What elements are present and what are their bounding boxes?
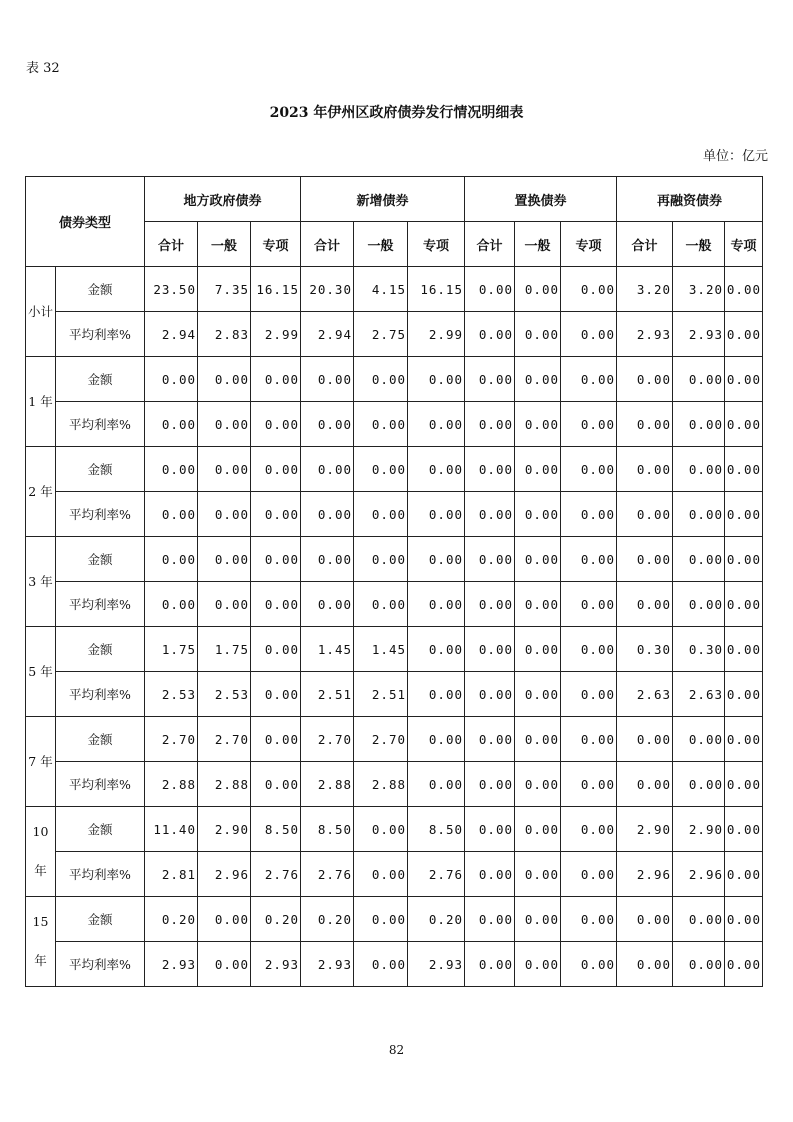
amount-cell: 8.50 [301,807,354,852]
rate-cell: 0.00 [465,492,515,537]
rate-cell: 0.00 [301,402,354,447]
amount-cell: 0.00 [725,627,763,672]
rate-cell: 0.00 [673,762,725,807]
term-group-label [26,447,56,537]
sub-header-cell: 一般 [515,222,561,267]
rate-cell: 0.00 [561,762,617,807]
rate-cell: 0.00 [465,852,515,897]
rate-label: 平均利率% [56,942,145,987]
amount-cell: 0.00 [561,267,617,312]
rate-cell: 0.00 [465,942,515,987]
rate-cell: 2.76 [251,852,301,897]
term-group-label-part: 年 [34,952,47,968]
rate-cell: 2.63 [617,672,673,717]
amount-cell: 0.00 [145,537,198,582]
amount-label: 金额 [56,267,145,312]
term-group-label-part: 1 年 [28,393,53,409]
amount-cell: 0.00 [673,537,725,582]
amount-cell: 0.00 [673,357,725,402]
amount-cell: 0.00 [408,627,465,672]
amount-cell: 0.00 [465,267,515,312]
amount-cell: 0.00 [198,357,251,402]
amount-cell: 0.00 [465,807,515,852]
rate-cell: 2.76 [301,852,354,897]
rate-cell: 2.51 [301,672,354,717]
amount-cell: 0.00 [561,447,617,492]
amount-cell: 0.00 [617,717,673,762]
group-header-local: 地方政府债券 [145,177,301,222]
amount-cell: 0.00 [354,537,408,582]
amount-cell: 16.15 [408,267,465,312]
amount-cell: 0.00 [617,447,673,492]
rate-cell: 0.00 [354,582,408,627]
amount-cell: 2.70 [145,717,198,762]
rate-cell: 0.00 [354,492,408,537]
amount-cell: 0.00 [251,717,301,762]
rate-cell: 2.94 [145,312,198,357]
amount-cell: 8.50 [408,807,465,852]
term-group-label-part: 2 年 [28,483,53,499]
amount-cell: 0.00 [354,357,408,402]
amount-cell: 0.00 [561,897,617,942]
amount-cell: 3.20 [673,267,725,312]
table-row [26,537,763,582]
rate-cell: 0.00 [617,942,673,987]
rate-cell: 0.00 [198,402,251,447]
amount-cell: 0.00 [673,897,725,942]
amount-cell: 0.00 [725,897,763,942]
rate-cell: 0.00 [561,402,617,447]
amount-cell: 0.00 [725,717,763,762]
sub-header-cell: 合计 [617,222,673,267]
rate-cell: 0.00 [725,672,763,717]
rate-cell: 2.88 [198,762,251,807]
rate-label: 平均利率% [56,582,145,627]
amount-cell: 0.00 [561,717,617,762]
amount-cell: 0.00 [725,537,763,582]
rate-cell: 0.00 [354,402,408,447]
rate-cell: 0.00 [725,492,763,537]
rate-cell: 0.00 [465,672,515,717]
rate-cell: 2.96 [617,852,673,897]
amount-cell: 23.50 [145,267,198,312]
rate-cell: 0.00 [354,942,408,987]
group-header-refinancing: 再融资债券 [617,177,763,222]
amount-cell: 0.00 [515,807,561,852]
table-row [26,582,763,627]
rate-label: 平均利率% [56,492,145,537]
amount-cell: 0.00 [408,357,465,402]
rate-cell: 0.00 [673,582,725,627]
term-group-label-part: 小计 [27,303,53,319]
term-group-label [26,717,56,807]
rate-label: 平均利率% [56,312,145,357]
table-row [26,717,763,762]
rate-cell: 0.00 [725,312,763,357]
amount-cell: 0.30 [617,627,673,672]
amount-cell: 0.00 [561,537,617,582]
term-group-label-part: 15 [32,914,49,929]
rate-cell: 2.96 [198,852,251,897]
rate-cell: 0.00 [145,582,198,627]
amount-cell: 0.00 [515,357,561,402]
term-group-label-part: 年 [34,862,47,878]
rate-cell: 2.88 [145,762,198,807]
term-group-label [26,267,56,357]
term-group-label-part: 10 [32,824,49,839]
term-group-label [26,897,56,987]
rate-cell: 0.00 [251,402,301,447]
rate-cell: 2.75 [354,312,408,357]
amount-cell: 2.70 [198,717,251,762]
amount-cell: 2.70 [301,717,354,762]
amount-cell: 0.00 [725,447,763,492]
rate-cell: 0.00 [515,312,561,357]
sub-header-cell: 专项 [561,222,617,267]
amount-cell: 0.00 [673,447,725,492]
term-group-label [26,537,56,627]
table-row [26,492,763,537]
rate-cell: 0.00 [354,852,408,897]
rate-cell: 2.76 [408,852,465,897]
rate-cell: 0.00 [198,582,251,627]
table-row [26,627,763,672]
amount-cell: 0.20 [251,897,301,942]
rate-cell: 0.00 [251,672,301,717]
amount-cell: 1.45 [301,627,354,672]
rate-cell: 2.88 [301,762,354,807]
amount-cell: 0.00 [725,267,763,312]
amount-cell: 0.00 [301,447,354,492]
amount-cell: 0.00 [617,897,673,942]
amount-cell: 0.00 [725,357,763,402]
sub-header-cell: 合计 [301,222,354,267]
rate-cell: 0.00 [251,762,301,807]
rate-cell: 2.96 [673,852,725,897]
table-row [26,852,763,897]
amount-cell: 2.90 [198,807,251,852]
term-group-label [26,627,56,717]
rate-cell: 2.93 [408,942,465,987]
rate-label: 平均利率% [56,762,145,807]
amount-label: 金额 [56,807,145,852]
table-body [26,267,763,987]
amount-cell: 0.00 [354,897,408,942]
rate-cell: 0.00 [673,402,725,447]
amount-cell: 7.35 [198,267,251,312]
table-row [26,807,763,852]
table-row [26,897,763,942]
sub-header-cell: 一般 [673,222,725,267]
rate-cell: 0.00 [251,492,301,537]
rate-cell: 0.00 [145,492,198,537]
rate-cell: 0.00 [515,762,561,807]
amount-cell: 0.00 [198,447,251,492]
table-number: 表 32 [26,61,60,76]
amount-cell: 1.45 [354,627,408,672]
amount-cell: 3.20 [617,267,673,312]
page-number: 82 [388,1043,405,1057]
rate-cell: 2.93 [301,942,354,987]
amount-cell: 0.00 [561,357,617,402]
amount-cell: 0.00 [515,897,561,942]
rate-cell: 0.00 [515,402,561,447]
amount-cell: 0.00 [515,447,561,492]
rate-cell: 0.00 [465,402,515,447]
amount-label: 金额 [56,537,145,582]
amount-cell: 20.30 [301,267,354,312]
rate-label: 平均利率% [56,672,145,717]
amount-cell: 8.50 [251,807,301,852]
rate-cell: 0.00 [561,582,617,627]
rate-cell: 0.00 [515,582,561,627]
rate-cell: 2.63 [673,672,725,717]
amount-label: 金额 [56,627,145,672]
sub-header-cell: 合计 [145,222,198,267]
table-row [26,762,763,807]
table-row [26,402,763,447]
amount-cell: 0.00 [251,537,301,582]
rate-cell: 0.00 [561,942,617,987]
rate-cell: 2.93 [251,942,301,987]
rate-cell: 0.00 [408,582,465,627]
amount-cell: 2.90 [617,807,673,852]
table-row [26,942,763,987]
rate-cell: 0.00 [198,942,251,987]
amount-cell: 0.00 [465,897,515,942]
rate-cell: 0.00 [617,492,673,537]
rate-cell: 0.00 [515,852,561,897]
amount-cell: 0.00 [408,537,465,582]
amount-label: 金额 [56,717,145,762]
amount-cell: 0.00 [465,717,515,762]
rate-cell: 2.99 [408,312,465,357]
rate-cell: 0.00 [408,672,465,717]
amount-cell: 0.00 [617,357,673,402]
amount-cell: 0.00 [408,447,465,492]
amount-cell: 0.00 [145,447,198,492]
term-group-label-part: 7 年 [28,753,53,769]
amount-cell: 1.75 [145,627,198,672]
amount-label: 金额 [56,447,145,492]
bond-type-header: 债券类型 [26,177,145,267]
rate-cell: 0.00 [198,492,251,537]
rate-cell: 0.00 [725,942,763,987]
amount-cell: 0.00 [561,627,617,672]
table-row [26,672,763,717]
amount-cell: 0.00 [198,537,251,582]
rate-cell: 0.00 [145,402,198,447]
term-group-label-part: 3 年 [28,573,53,589]
rate-cell: 0.00 [561,672,617,717]
rate-cell: 0.00 [301,582,354,627]
amount-cell: 0.00 [354,807,408,852]
rate-cell: 0.00 [465,762,515,807]
amount-cell: 0.00 [725,807,763,852]
sub-header-cell: 一般 [198,222,251,267]
rate-cell: 0.00 [408,492,465,537]
rate-cell: 2.51 [354,672,408,717]
rate-cell: 0.00 [725,852,763,897]
rate-cell: 0.00 [515,492,561,537]
rate-cell: 0.00 [561,852,617,897]
amount-cell: 0.00 [145,357,198,402]
amount-cell: 0.00 [465,537,515,582]
rate-cell: 2.53 [198,672,251,717]
rate-cell: 0.00 [408,402,465,447]
amount-cell: 0.20 [408,897,465,942]
sub-header-cell: 合计 [465,222,515,267]
rate-cell: 0.00 [251,582,301,627]
amount-cell: 0.00 [251,357,301,402]
rate-label: 平均利率% [56,852,145,897]
term-group-label [26,807,56,897]
amount-cell: 0.00 [251,447,301,492]
group-header-new: 新增债券 [301,177,465,222]
amount-cell: 0.00 [617,537,673,582]
rate-cell: 2.99 [251,312,301,357]
amount-cell: 0.20 [145,897,198,942]
rate-cell: 2.94 [301,312,354,357]
rate-label: 平均利率% [56,402,145,447]
table-row [26,357,763,402]
rate-cell: 0.00 [408,762,465,807]
page-title: 2023 年伊州区政府债券发行情况明细表 [269,105,524,121]
rate-cell: 2.93 [673,312,725,357]
rate-cell: 0.00 [725,762,763,807]
rate-cell: 0.00 [561,312,617,357]
rate-cell: 0.00 [465,582,515,627]
amount-cell: 11.40 [145,807,198,852]
amount-cell: 16.15 [251,267,301,312]
rate-cell: 2.88 [354,762,408,807]
amount-cell: 0.30 [673,627,725,672]
rate-cell: 0.00 [725,402,763,447]
table-row [26,267,763,312]
rate-cell: 0.00 [561,492,617,537]
amount-label: 金额 [56,357,145,402]
rate-cell: 0.00 [673,492,725,537]
amount-cell: 0.00 [301,357,354,402]
rate-cell: 2.93 [617,312,673,357]
rate-cell: 0.00 [617,762,673,807]
sub-header-cell: 专项 [725,222,763,267]
amount-cell: 2.90 [673,807,725,852]
table-row [26,312,763,357]
rate-cell: 0.00 [515,942,561,987]
rate-cell: 0.00 [725,582,763,627]
sub-header-cell: 专项 [251,222,301,267]
amount-cell: 0.00 [465,447,515,492]
rate-cell: 0.00 [301,492,354,537]
amount-cell: 1.75 [198,627,251,672]
group-header-replacement: 置换债券 [465,177,617,222]
amount-cell: 4.15 [354,267,408,312]
amount-cell: 0.20 [301,897,354,942]
amount-cell: 0.00 [251,627,301,672]
amount-cell: 0.00 [515,627,561,672]
amount-cell: 0.00 [515,717,561,762]
rate-cell: 0.00 [617,402,673,447]
amount-cell: 0.00 [465,357,515,402]
amount-cell: 0.00 [354,447,408,492]
rate-cell: 0.00 [617,582,673,627]
sub-header-cell: 专项 [408,222,465,267]
amount-cell: 0.00 [673,717,725,762]
rate-cell: 2.81 [145,852,198,897]
amount-label: 金额 [56,897,145,942]
rate-cell: 2.93 [145,942,198,987]
unit-label: 单位：亿元 [702,149,768,164]
rate-cell: 0.00 [515,672,561,717]
table-row [26,447,763,492]
amount-cell: 0.00 [198,897,251,942]
term-group-label [26,357,56,447]
rate-cell: 0.00 [673,942,725,987]
amount-cell: 2.70 [354,717,408,762]
sub-header-cell: 一般 [354,222,408,267]
rate-cell: 2.53 [145,672,198,717]
amount-cell: 0.00 [561,807,617,852]
term-group-label-part: 5 年 [28,663,53,679]
amount-cell: 0.00 [515,267,561,312]
amount-cell: 0.00 [515,537,561,582]
amount-cell: 0.00 [301,537,354,582]
rate-cell: 0.00 [465,312,515,357]
bond-issuance-table [25,176,763,987]
rate-cell: 2.83 [198,312,251,357]
amount-cell: 0.00 [465,627,515,672]
amount-cell: 0.00 [408,717,465,762]
